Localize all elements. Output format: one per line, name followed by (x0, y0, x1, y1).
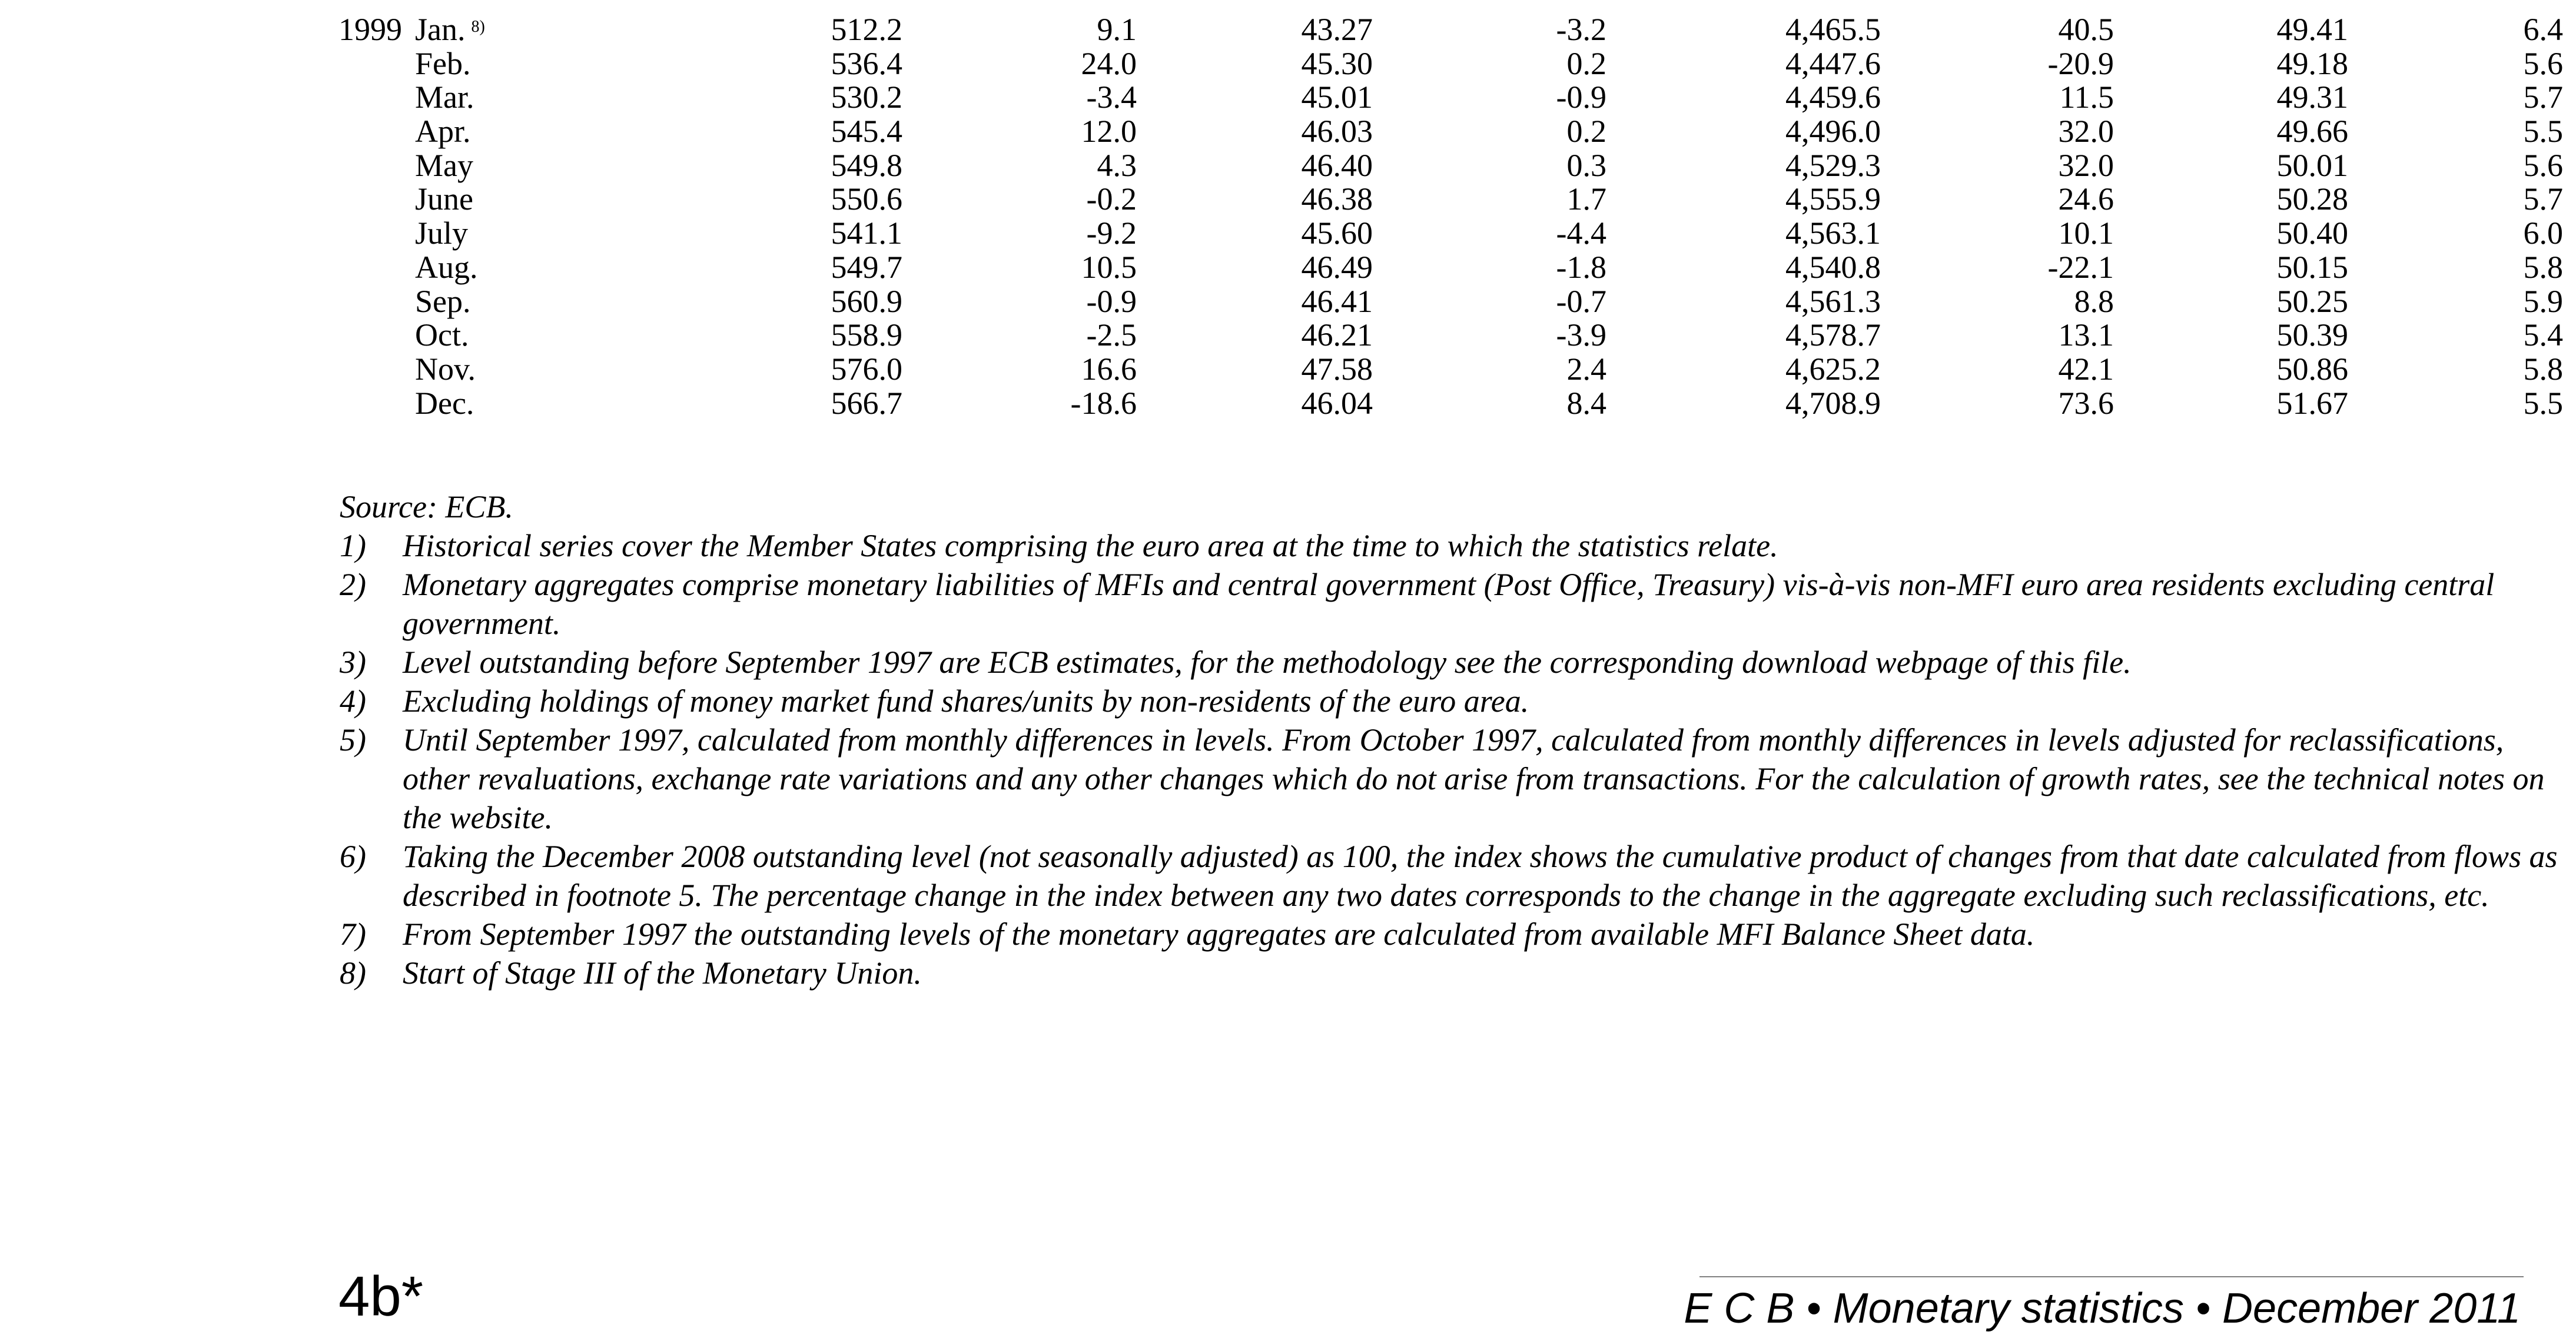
value-cell: -1.8 (1556, 249, 1606, 285)
footnote-item (340, 682, 2559, 720)
footnote-item (340, 643, 2559, 682)
value-cell: 4,708.9 (1785, 385, 1881, 421)
row-month: Feb. (415, 45, 471, 81)
footnote-item (340, 954, 2559, 992)
table-row (0, 114, 2576, 148)
value-cell: 576.0 (831, 351, 902, 387)
value-cell: 4,496.0 (1785, 114, 1881, 150)
value-cell: 5.7 (2523, 181, 2563, 217)
value-cell: 50.28 (2276, 181, 2348, 217)
footnotes (340, 487, 2559, 992)
value-cell: 50.15 (2276, 249, 2348, 285)
value-cell: 12.0 (1081, 114, 1137, 150)
footnote-text: Historical series cover the Member States comprising the euro area at the time to which the statistics relate. (403, 528, 1778, 563)
table-row (0, 250, 2576, 284)
row-month: July (415, 215, 469, 251)
row-month: Dec. (415, 385, 474, 421)
value-cell: -20.9 (2047, 45, 2114, 81)
value-cell: -3.4 (1086, 79, 1137, 115)
footnote-item (340, 837, 2559, 915)
value-cell: 32.0 (2058, 147, 2114, 183)
value-cell: 549.7 (831, 249, 902, 285)
value-cell: 9.1 (1097, 12, 1137, 47)
value-cell: 5.6 (2523, 45, 2563, 81)
value-cell: -18.6 (1070, 385, 1137, 421)
value-cell: 4,561.3 (1785, 283, 1881, 319)
value-cell: 8.4 (1566, 385, 1606, 421)
value-cell: 558.9 (831, 317, 902, 353)
value-cell: 0.3 (1566, 147, 1606, 183)
value-cell: 1.7 (1566, 181, 1606, 217)
footnote-number: 3) (340, 645, 366, 680)
value-cell: 24.0 (1081, 45, 1137, 81)
value-cell: 5.4 (2523, 317, 2563, 353)
footnote-number: 2) (340, 567, 366, 602)
value-cell: 32.0 (2058, 114, 2114, 150)
value-cell: 4,578.7 (1785, 317, 1881, 353)
row-month: Nov. (415, 351, 476, 387)
row-month: Sep. (415, 283, 471, 319)
value-cell: 46.03 (1301, 114, 1373, 150)
value-cell: 47.58 (1301, 351, 1373, 387)
value-cell: 24.6 (2058, 181, 2114, 217)
value-cell: 46.38 (1301, 181, 1373, 217)
value-cell: 50.01 (2276, 147, 2348, 183)
value-cell: -9.2 (1086, 215, 1137, 251)
value-cell: 10.1 (2058, 215, 2114, 251)
value-cell: 4,529.3 (1785, 147, 1881, 183)
value-cell: 0.2 (1566, 114, 1606, 150)
value-cell: 4,540.8 (1785, 249, 1881, 285)
value-cell: 5.8 (2523, 249, 2563, 285)
footnote-item (340, 526, 2559, 565)
value-cell: -3.2 (1556, 12, 1606, 47)
value-cell: -0.9 (1086, 283, 1137, 319)
value-cell: 5.6 (2523, 147, 2563, 183)
value-cell: 549.8 (831, 147, 902, 183)
value-cell: 560.9 (831, 283, 902, 319)
value-cell: 5.9 (2523, 283, 2563, 319)
value-cell: -4.4 (1556, 215, 1606, 251)
row-month: Oct. (415, 317, 469, 353)
page-number: 4b* (338, 1265, 424, 1328)
value-cell: 4,555.9 (1785, 181, 1881, 217)
footnote-text: Level outstanding before September 1997 are ECB estimates, for the methodology see the corresponding download webpage of this file. (403, 645, 2132, 680)
value-cell: 550.6 (831, 181, 902, 217)
footnote-item (340, 565, 2559, 643)
value-cell: 4.3 (1097, 147, 1137, 183)
row-month: Mar. (415, 79, 474, 115)
value-cell: 46.41 (1301, 283, 1373, 319)
footnote-item (340, 915, 2559, 954)
footnote-text: Start of Stage III of the Monetary Union. (403, 955, 922, 991)
value-cell: 5.5 (2523, 385, 2563, 421)
value-cell: 51.67 (2276, 385, 2348, 421)
footnote-number: 1) (340, 528, 366, 563)
row-year: 1999 (338, 12, 402, 47)
table-row (0, 181, 2576, 215)
table-row (0, 284, 2576, 318)
value-cell: -0.2 (1086, 181, 1137, 217)
value-cell: 16.6 (1081, 351, 1137, 387)
value-cell: 4,465.5 (1785, 12, 1881, 47)
value-cell: 0.2 (1566, 45, 1606, 81)
value-cell: 73.6 (2058, 385, 2114, 421)
value-cell: 45.30 (1301, 45, 1373, 81)
footnote-item (340, 720, 2559, 837)
row-month: Apr. (415, 114, 471, 150)
value-cell: 4,563.1 (1785, 215, 1881, 251)
value-cell: 5.7 (2523, 79, 2563, 115)
value-cell: 46.40 (1301, 147, 1373, 183)
footnote-text: Excluding holdings of money market fund shares/units by non-residents of the euro area. (403, 683, 1529, 719)
value-cell: 43.27 (1301, 12, 1373, 47)
value-cell: 13.1 (2058, 317, 2114, 353)
value-cell: 40.5 (2058, 12, 2114, 47)
table-row (0, 46, 2576, 80)
footnote-number: 8) (340, 955, 366, 991)
footnote-text: Until September 1997, calculated from monthly differences in levels. From October 1997, calculated from monthly differences in levels adjusted for reclassifications, other revaluations, exchange rate variations and any other changes which do not arise from transactions. For the calculation of growth rates, see the technical notes on the website. (403, 722, 2545, 835)
table-row (0, 79, 2576, 114)
value-cell: 50.40 (2276, 215, 2348, 251)
value-cell: -0.7 (1556, 283, 1606, 319)
value-cell: -2.5 (1086, 317, 1137, 353)
value-cell: 2.4 (1566, 351, 1606, 387)
footnote-text: Taking the December 2008 outstanding level (not seasonally adjusted) as 100, the index shows the cumulative product of changes from that date calculated from flows as described in footnote 5. The percentage change in the index between any two dates corresponds to the change in the aggregate excluding such reclassifications, etc. (403, 839, 2558, 913)
data-table (0, 12, 2576, 419)
value-cell: 11.5 (2059, 79, 2114, 115)
row-month (415, 12, 485, 47)
value-cell: 45.01 (1301, 79, 1373, 115)
value-cell: 4,459.6 (1785, 79, 1881, 115)
footnote-text: From September 1997 the outstanding levels of the monetary aggregates are calculated from available MFI Balance Sheet data. (403, 916, 2035, 952)
table-row (0, 317, 2576, 351)
footnote-marker: 8) (471, 18, 485, 36)
value-cell: 49.66 (2276, 114, 2348, 150)
value-cell: 530.2 (831, 79, 902, 115)
value-cell: 8.8 (2074, 283, 2114, 319)
value-cell: 49.31 (2276, 79, 2348, 115)
value-cell: 512.2 (831, 12, 902, 47)
value-cell: 42.1 (2058, 351, 2114, 387)
value-cell: 566.7 (831, 385, 902, 421)
table-row (0, 12, 2576, 46)
value-cell: 50.25 (2276, 283, 2348, 319)
source-note: Source: ECB. (340, 489, 513, 524)
value-cell: 45.60 (1301, 215, 1373, 251)
value-cell: 46.04 (1301, 385, 1373, 421)
value-cell: 4,625.2 (1785, 351, 1881, 387)
table-row (0, 386, 2576, 420)
table-row (0, 148, 2576, 182)
row-month: May (415, 147, 473, 183)
row-month: June (415, 181, 473, 217)
footnote-number: 7) (340, 916, 366, 952)
row-month: Aug. (415, 249, 478, 285)
value-cell: 49.41 (2276, 12, 2348, 47)
value-cell: 541.1 (831, 215, 902, 251)
table-row (0, 351, 2576, 386)
value-cell: -3.9 (1556, 317, 1606, 353)
value-cell: 5.5 (2523, 114, 2563, 150)
footnote-text: Monetary aggregates comprise monetary liabilities of MFIs and central government (Post Office, Treasury) vis-à-vis non-MFI euro area residents excluding central government. (403, 567, 2495, 641)
value-cell: -22.1 (2047, 249, 2114, 285)
footnote-number: 6) (340, 839, 366, 874)
value-cell: 536.4 (831, 45, 902, 81)
value-cell: 46.21 (1301, 317, 1373, 353)
value-cell: 545.4 (831, 114, 902, 150)
value-cell: 4,447.6 (1785, 45, 1881, 81)
footer-divider (1699, 1276, 2524, 1277)
footnote-number: 4) (340, 683, 366, 719)
month-label: Jan. (415, 12, 466, 47)
value-cell: 49.18 (2276, 45, 2348, 81)
value-cell: 50.86 (2276, 351, 2348, 387)
value-cell: 50.39 (2276, 317, 2348, 353)
value-cell: 10.5 (1081, 249, 1137, 285)
value-cell: 46.49 (1301, 249, 1373, 285)
value-cell: -0.9 (1556, 79, 1606, 115)
publication-title: E C B • Monetary statistics • December 2011 (1684, 1285, 2521, 1332)
value-cell: 5.8 (2523, 351, 2563, 387)
value-cell: 6.4 (2523, 12, 2563, 47)
table-row (0, 215, 2576, 250)
footnote-number: 5) (340, 722, 366, 758)
value-cell: 6.0 (2523, 215, 2563, 251)
